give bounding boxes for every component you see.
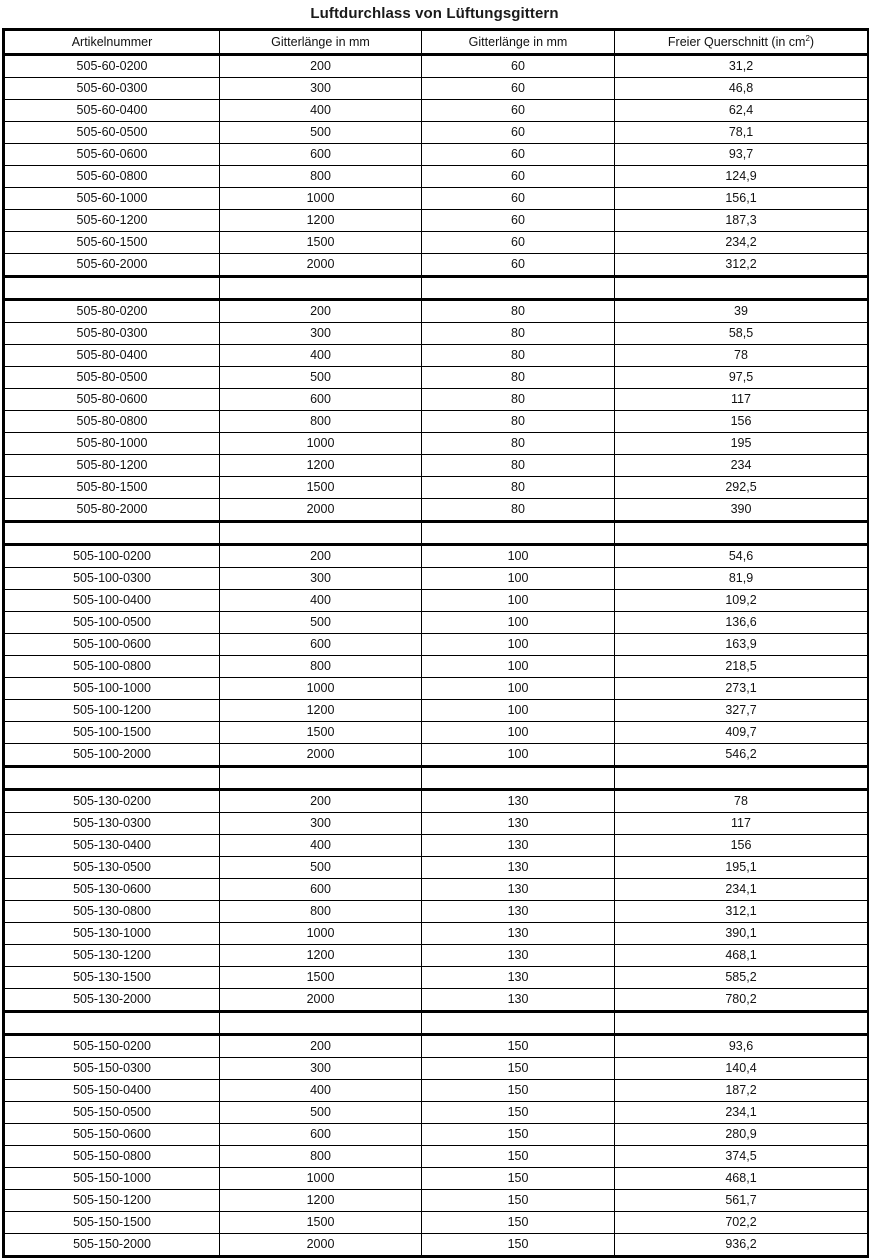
table-row: [4, 55, 869, 78]
cell-artikelnummer: 505-60-0300: [4, 78, 220, 100]
cell-gitterlaenge: 600: [220, 389, 422, 411]
table-row: [4, 1168, 869, 1190]
section-separator-row: [4, 522, 869, 545]
cell-gitterlaenge: 300: [220, 323, 422, 345]
cell-freier-querschnitt: 780,2: [615, 989, 869, 1012]
cell-artikelnummer: 505-150-0300: [4, 1058, 220, 1080]
cell-artikelnummer: 505-100-2000: [4, 744, 220, 767]
cell-freier-querschnitt: 234,2: [615, 232, 869, 254]
cell-gitterhoehe: 100: [422, 568, 615, 590]
cell-gitterlaenge: 500: [220, 1102, 422, 1124]
cell-artikelnummer: 505-100-1000: [4, 678, 220, 700]
cell-gitterhoehe: 100: [422, 722, 615, 744]
table-row: [4, 300, 869, 323]
cell-artikelnummer: 505-80-0200: [4, 300, 220, 323]
cell-freier-querschnitt: 156,1: [615, 188, 869, 210]
cell-freier-querschnitt: 109,2: [615, 590, 869, 612]
cell-gitterhoehe: 80: [422, 345, 615, 367]
cell-artikelnummer: 505-80-2000: [4, 499, 220, 522]
cell-artikelnummer: 505-60-2000: [4, 254, 220, 277]
cell-artikelnummer: 505-80-0500: [4, 367, 220, 389]
cell-gitterhoehe: 150: [422, 1146, 615, 1168]
table-row: [4, 813, 869, 835]
cell-freier-querschnitt: 546,2: [615, 744, 869, 767]
table-row: [4, 367, 869, 389]
cell-freier-querschnitt: 78,1: [615, 122, 869, 144]
table-row: [4, 1212, 869, 1234]
section-separator-cell: [615, 767, 869, 790]
cell-gitterhoehe: 60: [422, 254, 615, 277]
cell-gitterhoehe: 150: [422, 1124, 615, 1146]
cell-gitterhoehe: 80: [422, 300, 615, 323]
cell-gitterlaenge: 500: [220, 612, 422, 634]
cell-freier-querschnitt: 561,7: [615, 1190, 869, 1212]
table-row: [4, 323, 869, 345]
cell-artikelnummer: 505-60-0400: [4, 100, 220, 122]
cell-freier-querschnitt: 39: [615, 300, 869, 323]
cell-gitterlaenge: 200: [220, 790, 422, 813]
cell-artikelnummer: 505-130-0800: [4, 901, 220, 923]
table-row: [4, 901, 869, 923]
table-row: [4, 612, 869, 634]
cell-freier-querschnitt: 327,7: [615, 700, 869, 722]
cell-gitterlaenge: 2000: [220, 989, 422, 1012]
cell-freier-querschnitt: 54,6: [615, 545, 869, 568]
section-separator-cell: [220, 522, 422, 545]
cell-freier-querschnitt: 156: [615, 835, 869, 857]
cell-artikelnummer: 505-130-0600: [4, 879, 220, 901]
cell-artikelnummer: 505-130-2000: [4, 989, 220, 1012]
section-separator-cell: [220, 767, 422, 790]
cell-gitterlaenge: 1000: [220, 678, 422, 700]
cell-gitterlaenge: 1500: [220, 1212, 422, 1234]
cell-gitterlaenge: 600: [220, 144, 422, 166]
cell-freier-querschnitt: 292,5: [615, 477, 869, 499]
cell-gitterhoehe: 80: [422, 389, 615, 411]
cell-freier-querschnitt: 702,2: [615, 1212, 869, 1234]
cell-gitterlaenge: 200: [220, 55, 422, 78]
cell-gitterhoehe: 80: [422, 477, 615, 499]
cell-artikelnummer: 505-80-1200: [4, 455, 220, 477]
cell-freier-querschnitt: 187,3: [615, 210, 869, 232]
cell-artikelnummer: 505-150-1200: [4, 1190, 220, 1212]
cell-artikelnummer: 505-80-1500: [4, 477, 220, 499]
cell-gitterhoehe: 150: [422, 1190, 615, 1212]
cell-gitterlaenge: 1200: [220, 1190, 422, 1212]
cell-freier-querschnitt: 280,9: [615, 1124, 869, 1146]
cell-artikelnummer: 505-150-0500: [4, 1102, 220, 1124]
table-row: [4, 1058, 869, 1080]
table-row: [4, 857, 869, 879]
cell-gitterlaenge: 400: [220, 835, 422, 857]
cell-freier-querschnitt: 390: [615, 499, 869, 522]
cell-gitterhoehe: 130: [422, 879, 615, 901]
cell-freier-querschnitt: 468,1: [615, 945, 869, 967]
cell-gitterhoehe: 100: [422, 545, 615, 568]
cell-gitterlaenge: 1200: [220, 700, 422, 722]
cell-freier-querschnitt: 46,8: [615, 78, 869, 100]
cell-gitterlaenge: 800: [220, 901, 422, 923]
cell-artikelnummer: 505-150-0600: [4, 1124, 220, 1146]
cell-artikelnummer: 505-80-1000: [4, 433, 220, 455]
cell-gitterlaenge: 300: [220, 568, 422, 590]
table-row: [4, 1190, 869, 1212]
cell-freier-querschnitt: 585,2: [615, 967, 869, 989]
section-separator-cell: [220, 1012, 422, 1035]
cell-gitterhoehe: 100: [422, 612, 615, 634]
column-header-gitterlaenge-2: Gitterlänge in mm: [422, 30, 615, 55]
cell-artikelnummer: 505-150-1000: [4, 1168, 220, 1190]
cell-gitterhoehe: 150: [422, 1035, 615, 1058]
table-row: [4, 967, 869, 989]
table-row: [4, 678, 869, 700]
cell-gitterhoehe: 100: [422, 700, 615, 722]
cell-freier-querschnitt: 234,1: [615, 1102, 869, 1124]
cell-artikelnummer: 505-130-0200: [4, 790, 220, 813]
cell-artikelnummer: 505-100-1500: [4, 722, 220, 744]
cell-freier-querschnitt: 195,1: [615, 857, 869, 879]
table-row: [4, 1080, 869, 1102]
cell-gitterhoehe: 130: [422, 790, 615, 813]
table-row: [4, 590, 869, 612]
cell-freier-querschnitt: 195: [615, 433, 869, 455]
cell-freier-querschnitt: 409,7: [615, 722, 869, 744]
table-row: [4, 1102, 869, 1124]
cell-gitterlaenge: 800: [220, 656, 422, 678]
cell-freier-querschnitt: 273,1: [615, 678, 869, 700]
cell-freier-querschnitt: 936,2: [615, 1234, 869, 1257]
table-row: [4, 166, 869, 188]
table-row: [4, 455, 869, 477]
cell-freier-querschnitt: 468,1: [615, 1168, 869, 1190]
cell-gitterhoehe: 130: [422, 923, 615, 945]
cell-gitterhoehe: 150: [422, 1058, 615, 1080]
cell-freier-querschnitt: 124,9: [615, 166, 869, 188]
cell-freier-querschnitt: 218,5: [615, 656, 869, 678]
section-separator-cell: [422, 522, 615, 545]
cell-gitterlaenge: 1500: [220, 477, 422, 499]
cell-artikelnummer: 505-100-0500: [4, 612, 220, 634]
cell-gitterlaenge: 200: [220, 300, 422, 323]
cell-artikelnummer: 505-130-0300: [4, 813, 220, 835]
table-row: [4, 411, 869, 433]
cell-artikelnummer: 505-80-0400: [4, 345, 220, 367]
table-row: [4, 345, 869, 367]
cell-gitterhoehe: 100: [422, 678, 615, 700]
section-separator-cell: [615, 277, 869, 300]
cell-gitterhoehe: 100: [422, 590, 615, 612]
cell-freier-querschnitt: 136,6: [615, 612, 869, 634]
table-header: [4, 30, 869, 55]
column-header-artikelnummer: Artikelnummer: [4, 30, 220, 55]
cell-freier-querschnitt: 58,5: [615, 323, 869, 345]
cell-gitterhoehe: 130: [422, 835, 615, 857]
cell-gitterlaenge: 400: [220, 590, 422, 612]
table-row: [4, 744, 869, 767]
cell-gitterhoehe: 60: [422, 100, 615, 122]
page-title: Luftdurchlass von Lüftungsgittern: [310, 5, 559, 22]
table-row: [4, 790, 869, 813]
table-row: [4, 232, 869, 254]
cell-freier-querschnitt: 312,2: [615, 254, 869, 277]
cell-artikelnummer: 505-60-1000: [4, 188, 220, 210]
cell-artikelnummer: 505-80-0300: [4, 323, 220, 345]
table-row: [4, 722, 869, 744]
cell-gitterhoehe: 150: [422, 1080, 615, 1102]
cell-gitterlaenge: 1000: [220, 1168, 422, 1190]
cell-artikelnummer: 505-150-2000: [4, 1234, 220, 1257]
column-header-gitterlaenge-1: Gitterlänge in mm: [220, 30, 422, 55]
cell-gitterhoehe: 100: [422, 744, 615, 767]
table-row: [4, 700, 869, 722]
cell-gitterhoehe: 80: [422, 367, 615, 389]
table-row: [4, 923, 869, 945]
section-separator-row: [4, 767, 869, 790]
section-separator-cell: [4, 1012, 220, 1035]
cell-freier-querschnitt: 81,9: [615, 568, 869, 590]
cell-gitterhoehe: 60: [422, 188, 615, 210]
cell-gitterhoehe: 60: [422, 144, 615, 166]
table-row: [4, 879, 869, 901]
cell-freier-querschnitt: 62,4: [615, 100, 869, 122]
cell-gitterlaenge: 500: [220, 367, 422, 389]
cell-gitterhoehe: 60: [422, 78, 615, 100]
cell-gitterlaenge: 2000: [220, 499, 422, 522]
column-header-text: Freier Querschnitt (in cm: [667, 35, 806, 49]
table-row: [4, 188, 869, 210]
table-row: [4, 1234, 869, 1257]
table-row: [4, 389, 869, 411]
cell-artikelnummer: 505-100-0800: [4, 656, 220, 678]
cell-gitterlaenge: 1200: [220, 945, 422, 967]
cell-freier-querschnitt: 117: [615, 813, 869, 835]
cell-artikelnummer: 505-130-0500: [4, 857, 220, 879]
cell-artikelnummer: 505-100-0200: [4, 545, 220, 568]
cell-gitterlaenge: 500: [220, 122, 422, 144]
table-row: [4, 656, 869, 678]
cell-gitterlaenge: 400: [220, 1080, 422, 1102]
cell-artikelnummer: 505-60-1500: [4, 232, 220, 254]
cell-artikelnummer: 505-130-1200: [4, 945, 220, 967]
cell-gitterlaenge: 800: [220, 411, 422, 433]
cell-freier-querschnitt: 117: [615, 389, 869, 411]
cell-gitterlaenge: 1200: [220, 455, 422, 477]
table-row: [4, 545, 869, 568]
cell-artikelnummer: 505-80-0800: [4, 411, 220, 433]
section-separator-row: [4, 1012, 869, 1035]
cell-artikelnummer: 505-100-0600: [4, 634, 220, 656]
table-row: [4, 945, 869, 967]
cell-gitterhoehe: 60: [422, 122, 615, 144]
cell-artikelnummer: 505-100-1200: [4, 700, 220, 722]
cell-gitterlaenge: 1000: [220, 433, 422, 455]
table-row: [4, 634, 869, 656]
cell-freier-querschnitt: 93,6: [615, 1035, 869, 1058]
table-row: [4, 568, 869, 590]
cell-gitterhoehe: 130: [422, 901, 615, 923]
table-row: [4, 433, 869, 455]
table-row: [4, 254, 869, 277]
cell-artikelnummer: 505-60-1200: [4, 210, 220, 232]
cell-gitterlaenge: 1000: [220, 188, 422, 210]
cell-gitterlaenge: 400: [220, 345, 422, 367]
cell-gitterhoehe: 150: [422, 1168, 615, 1190]
cell-freier-querschnitt: 31,2: [615, 55, 869, 78]
cell-gitterlaenge: 300: [220, 1058, 422, 1080]
cell-gitterhoehe: 130: [422, 813, 615, 835]
cell-freier-querschnitt: 78: [615, 345, 869, 367]
cell-gitterlaenge: 500: [220, 857, 422, 879]
cell-artikelnummer: 505-60-0800: [4, 166, 220, 188]
section-separator-row: [4, 277, 869, 300]
cell-artikelnummer: 505-80-0600: [4, 389, 220, 411]
cell-gitterlaenge: 1000: [220, 923, 422, 945]
cell-gitterhoehe: 80: [422, 433, 615, 455]
cell-freier-querschnitt: 97,5: [615, 367, 869, 389]
table-row: [4, 100, 869, 122]
cell-gitterhoehe: 100: [422, 634, 615, 656]
table-row: [4, 1124, 869, 1146]
table-header-row: [4, 30, 869, 55]
cell-freier-querschnitt: 374,5: [615, 1146, 869, 1168]
cell-artikelnummer: 505-60-0500: [4, 122, 220, 144]
cell-gitterhoehe: 150: [422, 1102, 615, 1124]
cell-gitterlaenge: 600: [220, 634, 422, 656]
column-header-freier-querschnitt: [615, 30, 869, 55]
table-row: [4, 1146, 869, 1168]
cell-artikelnummer: 505-150-0200: [4, 1035, 220, 1058]
cell-gitterhoehe: 150: [422, 1234, 615, 1257]
cell-artikelnummer: 505-100-0400: [4, 590, 220, 612]
cell-gitterhoehe: 130: [422, 945, 615, 967]
cell-freier-querschnitt: 234: [615, 455, 869, 477]
section-separator-cell: [615, 1012, 869, 1035]
section-separator-cell: [4, 522, 220, 545]
cell-artikelnummer: 505-60-0200: [4, 55, 220, 78]
cell-freier-querschnitt: 312,1: [615, 901, 869, 923]
cell-freier-querschnitt: 390,1: [615, 923, 869, 945]
cell-gitterlaenge: 200: [220, 545, 422, 568]
table-row: [4, 1035, 869, 1058]
cell-freier-querschnitt: 163,9: [615, 634, 869, 656]
cell-artikelnummer: 505-130-1000: [4, 923, 220, 945]
cell-gitterlaenge: 800: [220, 166, 422, 188]
cell-artikelnummer: 505-100-0300: [4, 568, 220, 590]
cell-gitterhoehe: 130: [422, 989, 615, 1012]
section-separator-cell: [422, 1012, 615, 1035]
section-separator-cell: [4, 767, 220, 790]
cell-gitterlaenge: 600: [220, 1124, 422, 1146]
cell-freier-querschnitt: 140,4: [615, 1058, 869, 1080]
section-separator-cell: [422, 277, 615, 300]
cell-gitterhoehe: 60: [422, 55, 615, 78]
table-row: [4, 144, 869, 166]
section-separator-cell: [615, 522, 869, 545]
table-body: [4, 55, 869, 1257]
cell-gitterhoehe: 80: [422, 499, 615, 522]
cell-artikelnummer: 505-150-1500: [4, 1212, 220, 1234]
cell-gitterhoehe: 60: [422, 166, 615, 188]
table-row: [4, 835, 869, 857]
cell-gitterlaenge: 1500: [220, 722, 422, 744]
cell-gitterlaenge: 2000: [220, 1234, 422, 1257]
section-separator-cell: [220, 277, 422, 300]
table-row: [4, 122, 869, 144]
superscript-two: 2: [805, 33, 810, 43]
cell-artikelnummer: 505-130-1500: [4, 967, 220, 989]
cell-gitterhoehe: 150: [422, 1212, 615, 1234]
cell-gitterlaenge: 600: [220, 879, 422, 901]
cell-gitterhoehe: 130: [422, 857, 615, 879]
cell-artikelnummer: 505-60-0600: [4, 144, 220, 166]
table-row: [4, 499, 869, 522]
cell-gitterlaenge: 300: [220, 813, 422, 835]
cell-freier-querschnitt: 78: [615, 790, 869, 813]
cell-gitterhoehe: 100: [422, 656, 615, 678]
cell-gitterlaenge: 2000: [220, 254, 422, 277]
product-specification-table: [2, 28, 869, 1258]
table-row: [4, 210, 869, 232]
cell-gitterlaenge: 200: [220, 1035, 422, 1058]
cell-gitterlaenge: 800: [220, 1146, 422, 1168]
cell-gitterhoehe: 80: [422, 323, 615, 345]
cell-gitterlaenge: 1500: [220, 967, 422, 989]
cell-gitterlaenge: 2000: [220, 744, 422, 767]
cell-artikelnummer: 505-130-0400: [4, 835, 220, 857]
section-separator-cell: [4, 277, 220, 300]
table-row: [4, 989, 869, 1012]
cell-gitterhoehe: 80: [422, 411, 615, 433]
cell-gitterhoehe: 80: [422, 455, 615, 477]
cell-gitterlaenge: 400: [220, 100, 422, 122]
cell-freier-querschnitt: 234,1: [615, 879, 869, 901]
cell-freier-querschnitt: 187,2: [615, 1080, 869, 1102]
table-row: [4, 78, 869, 100]
cell-artikelnummer: 505-150-0800: [4, 1146, 220, 1168]
table-row: [4, 477, 869, 499]
cell-gitterlaenge: 1500: [220, 232, 422, 254]
cell-freier-querschnitt: 156: [615, 411, 869, 433]
section-separator-cell: [422, 767, 615, 790]
column-header-text-tail: ): [809, 35, 815, 49]
cell-artikelnummer: 505-150-0400: [4, 1080, 220, 1102]
cell-freier-querschnitt: 93,7: [615, 144, 869, 166]
cell-gitterhoehe: 130: [422, 967, 615, 989]
cell-gitterlaenge: 1200: [220, 210, 422, 232]
cell-gitterhoehe: 60: [422, 232, 615, 254]
cell-gitterhoehe: 60: [422, 210, 615, 232]
cell-gitterlaenge: 300: [220, 78, 422, 100]
